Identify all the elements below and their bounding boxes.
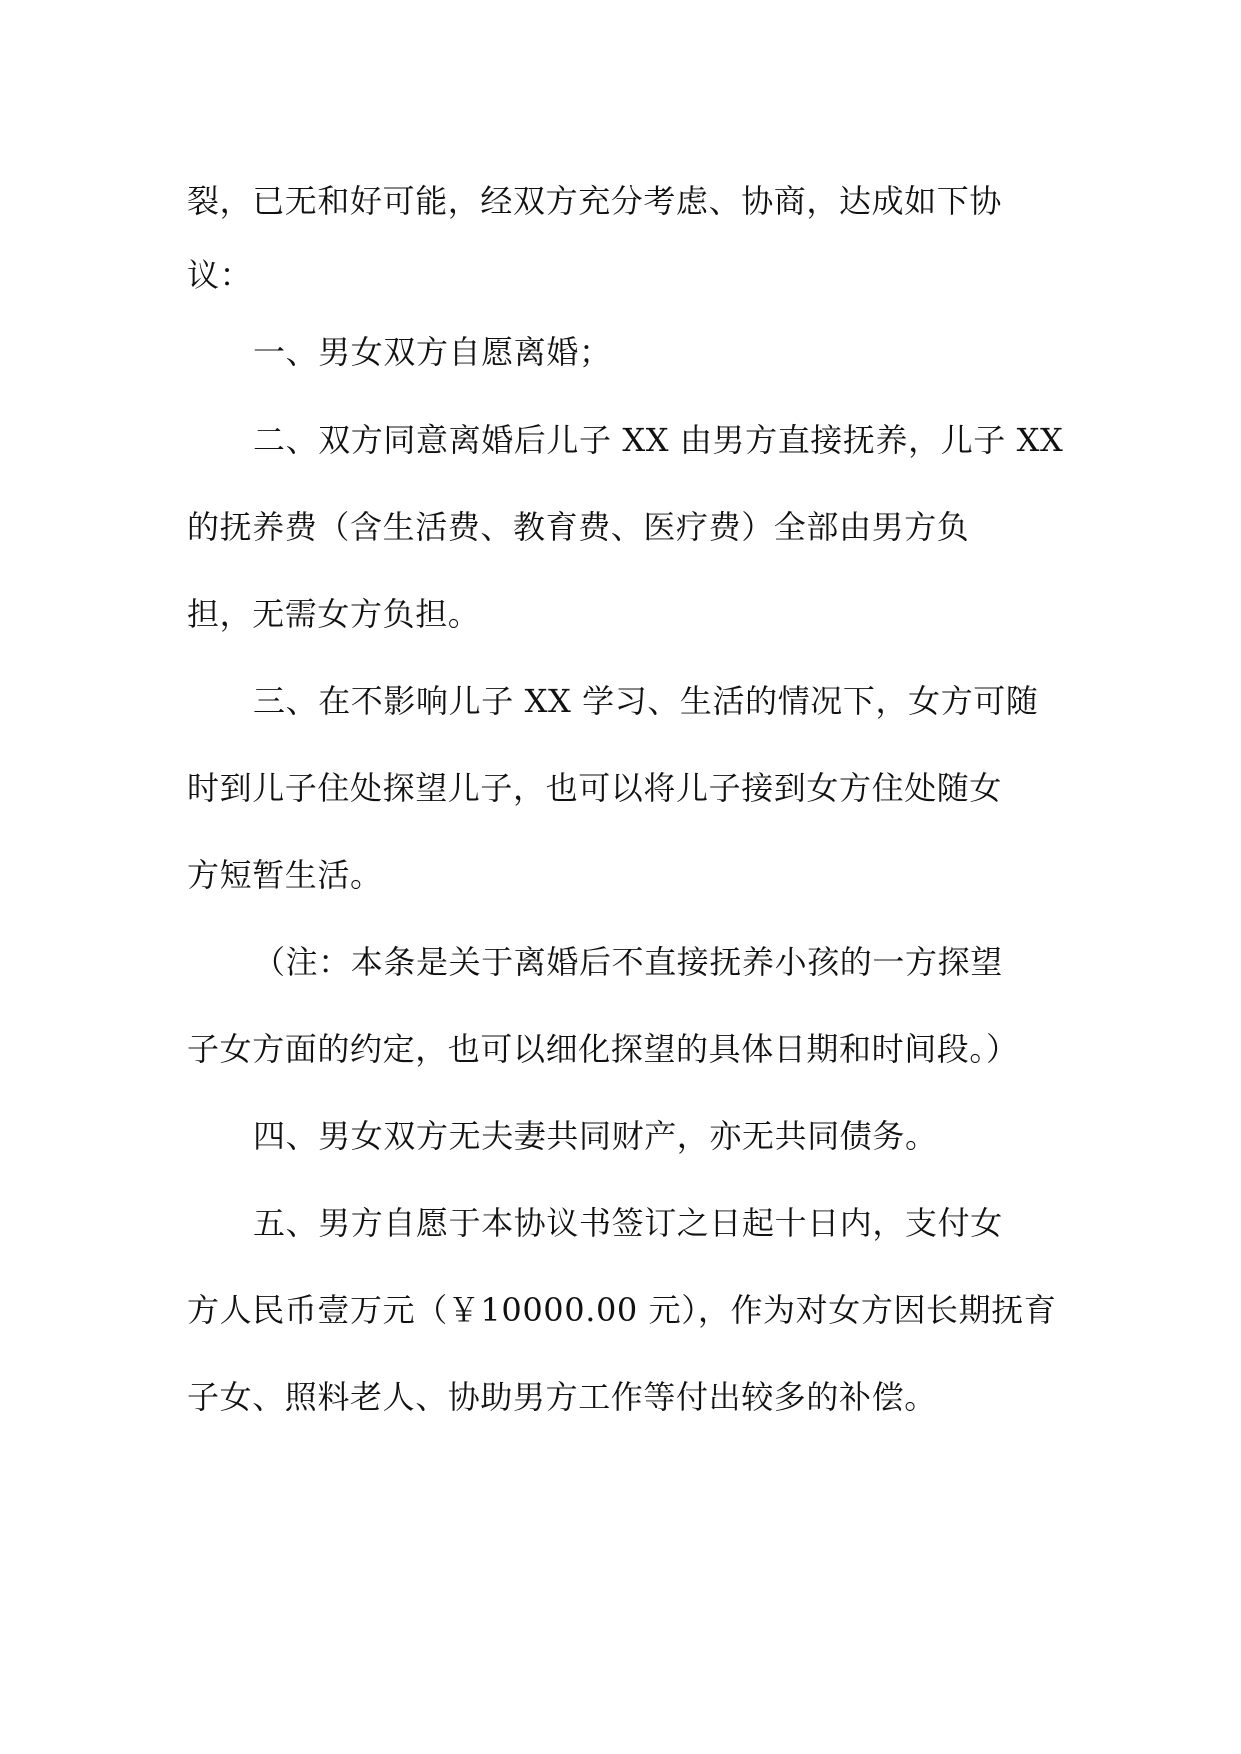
text-line: 议： [187,256,253,294]
clause-3: 三、在不影响儿子 XX 学习、生活的情况下，女方可随 [253,682,1039,720]
text-line: 担，无需女方负担。 [187,595,481,633]
text-line: 子女方面的约定，也可以细化探望的具体日期和时间段。） [187,1030,1019,1068]
text-line: 方短暂生活。 [187,856,383,894]
text-line: 子女、照料老人、协助男方工作等付出较多的补偿。 [187,1378,937,1416]
text-line: 时到儿子住处探望儿子，也可以将儿子接到女方住处随女 [187,769,1003,807]
clause-1: 一、男女双方自愿离婚； [253,333,612,371]
clause-5: 五、男方自愿于本协议书签订之日起十日内，支付女 [253,1204,1003,1242]
clause-4: 四、男女双方无夫妻共同财产，亦无共同债务。 [253,1117,938,1155]
note: （注：本条是关于离婚后不直接抚养小孩的一方探望 [253,943,1003,981]
text-line: 方人民币壹万元（￥10000.00 元），作为对女方因长期抚育 [187,1291,1057,1329]
text-line: 裂，已无和好可能，经双方充分考虑、协商，达成如下协 [187,182,1003,220]
clause-2: 二、双方同意离婚后儿子 XX 由男方直接抚养，儿子 XX [253,421,1064,459]
text-line: 的抚养费（含生活费、教育费、医疗费）全部由男方负 [187,508,970,546]
